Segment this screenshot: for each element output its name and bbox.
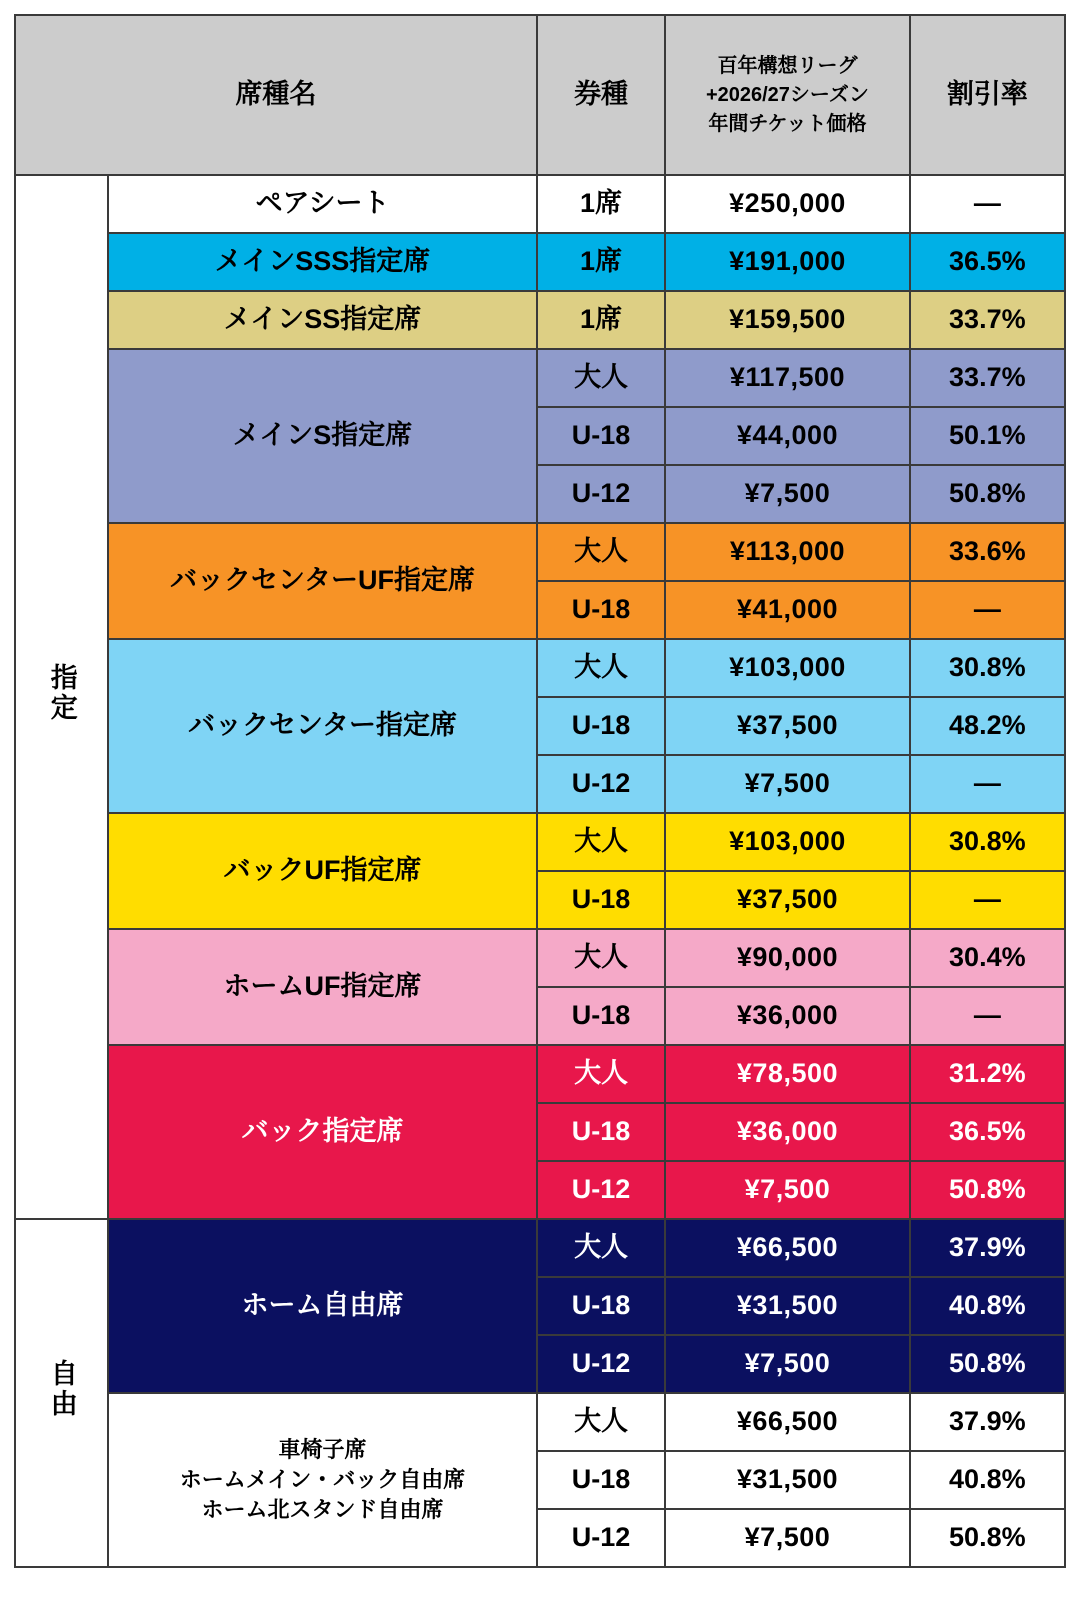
discount-cell: — [910,871,1065,929]
price-cell: ¥41,000 [665,581,909,639]
ticket-type-cell: 1席 [537,175,665,233]
ticket-type-cell: U-18 [537,871,665,929]
price-cell: ¥31,500 [665,1451,909,1509]
price-cell: ¥117,500 [665,349,909,407]
price-cell: ¥7,500 [665,755,909,813]
seat-name-cell: バックセンターUF指定席 [108,523,537,639]
ticket-type-cell: 大人 [537,1219,665,1277]
ticket-type-cell: 大人 [537,349,665,407]
discount-cell: 36.5% [910,233,1065,291]
discount-cell: 31.2% [910,1045,1065,1103]
discount-cell: 30.4% [910,929,1065,987]
header-price-line2: +2026/27シーズン [705,83,869,106]
discount-cell: 36.5% [910,1103,1065,1161]
price-cell: ¥78,500 [665,1045,909,1103]
discount-cell: 40.8% [910,1277,1065,1335]
group-label-free [15,1219,108,1567]
ticket-type-cell: U-18 [537,697,665,755]
discount-cell: 50.1% [910,407,1065,465]
discount-cell: 50.8% [910,1335,1065,1393]
table-body [15,175,1065,1567]
group-label-reserved [15,175,108,1219]
table-row [15,349,1065,407]
price-cell: ¥113,000 [665,523,909,581]
price-cell: ¥103,000 [665,639,909,697]
table-row [15,233,1065,291]
table-header [15,15,1065,175]
table-row [15,1219,1065,1277]
table-row [15,1045,1065,1103]
table-row [15,929,1065,987]
price-cell: ¥191,000 [665,233,909,291]
ticket-type-cell: 1席 [537,291,665,349]
price-cell: ¥44,000 [665,407,909,465]
discount-cell: 50.8% [910,465,1065,523]
table-row [15,813,1065,871]
seat-name-cell: ホームUF指定席 [108,929,537,1045]
seat-name-cell: メインSS指定席 [108,291,537,349]
price-cell: ¥36,000 [665,1103,909,1161]
ticket-type-cell: U-18 [537,987,665,1045]
table-row [15,1393,1065,1451]
price-cell: ¥66,500 [665,1393,909,1451]
seat-name-line: ホームメイン・バック自由席 [179,1467,466,1493]
header-seat-name: 席種名 [15,15,537,175]
discount-cell: 30.8% [910,813,1065,871]
price-cell: ¥37,500 [665,697,909,755]
ticket-type-cell: U-12 [537,1335,665,1393]
seat-name-cell: バック指定席 [108,1045,537,1219]
ticket-type-cell: U-18 [537,407,665,465]
price-cell: ¥7,500 [665,1161,909,1219]
table-row [15,523,1065,581]
ticket-type-cell: 大人 [537,813,665,871]
discount-cell: 30.8% [910,639,1065,697]
season-ticket-price-table [14,14,1066,1568]
price-cell: ¥250,000 [665,175,909,233]
price-cell: ¥7,500 [665,1509,909,1567]
discount-cell: 48.2% [910,697,1065,755]
ticket-type-cell: 大人 [537,523,665,581]
discount-cell: — [910,987,1065,1045]
discount-cell: 33.6% [910,523,1065,581]
ticket-type-cell: 大人 [537,929,665,987]
seat-name-cell: バックセンター指定席 [108,639,537,813]
ticket-type-cell: U-12 [537,755,665,813]
group-label-text: 自由 [46,1359,77,1420]
header-ticket-type: 券種 [537,15,665,175]
discount-cell: — [910,755,1065,813]
seat-name-cell: ホーム自由席 [108,1219,537,1393]
discount-cell: 50.8% [910,1161,1065,1219]
ticket-type-cell: U-12 [537,465,665,523]
header-price-line1: 百年構想リーグ [717,54,858,77]
price-cell: ¥31,500 [665,1277,909,1335]
price-cell: ¥7,500 [665,465,909,523]
seat-name-cell: メインSSS指定席 [108,233,537,291]
price-cell: ¥103,000 [665,813,909,871]
seat-name-cell: メインS指定席 [108,349,537,523]
ticket-type-cell: U-18 [537,581,665,639]
seat-name-cell: ペアシート [108,175,537,233]
group-label-text: 指定 [46,663,77,724]
price-cell: ¥90,000 [665,929,909,987]
discount-cell: — [910,581,1065,639]
ticket-type-cell: 大人 [537,639,665,697]
discount-cell: 40.8% [910,1451,1065,1509]
ticket-type-cell: 大人 [537,1045,665,1103]
discount-cell: 33.7% [910,349,1065,407]
table-row [15,175,1065,233]
ticket-type-cell: 大人 [537,1393,665,1451]
header-price [665,15,909,175]
header-row [15,15,1065,175]
ticket-type-cell: U-18 [537,1277,665,1335]
seat-name-line: 車椅子席 [278,1437,367,1463]
header-price-line3: 年間チケット価格 [708,112,867,135]
ticket-type-cell: U-18 [537,1103,665,1161]
seat-name-line: ホーム北スタンド自由席 [201,1496,444,1522]
discount-cell: 50.8% [910,1509,1065,1567]
discount-cell: — [910,175,1065,233]
price-cell: ¥7,500 [665,1335,909,1393]
seat-name-cell: バックUF指定席 [108,813,537,929]
discount-cell: 37.9% [910,1393,1065,1451]
price-cell: ¥37,500 [665,871,909,929]
ticket-type-cell: U-12 [537,1161,665,1219]
ticket-type-cell: 1席 [537,233,665,291]
header-discount: 割引率 [910,15,1065,175]
price-cell: ¥159,500 [665,291,909,349]
ticket-type-cell: U-12 [537,1509,665,1567]
table-row [15,639,1065,697]
discount-cell: 33.7% [910,291,1065,349]
table-row [15,291,1065,349]
seat-name-cell [108,1393,537,1567]
ticket-type-cell: U-18 [537,1451,665,1509]
price-cell: ¥36,000 [665,987,909,1045]
price-cell: ¥66,500 [665,1219,909,1277]
discount-cell: 37.9% [910,1219,1065,1277]
